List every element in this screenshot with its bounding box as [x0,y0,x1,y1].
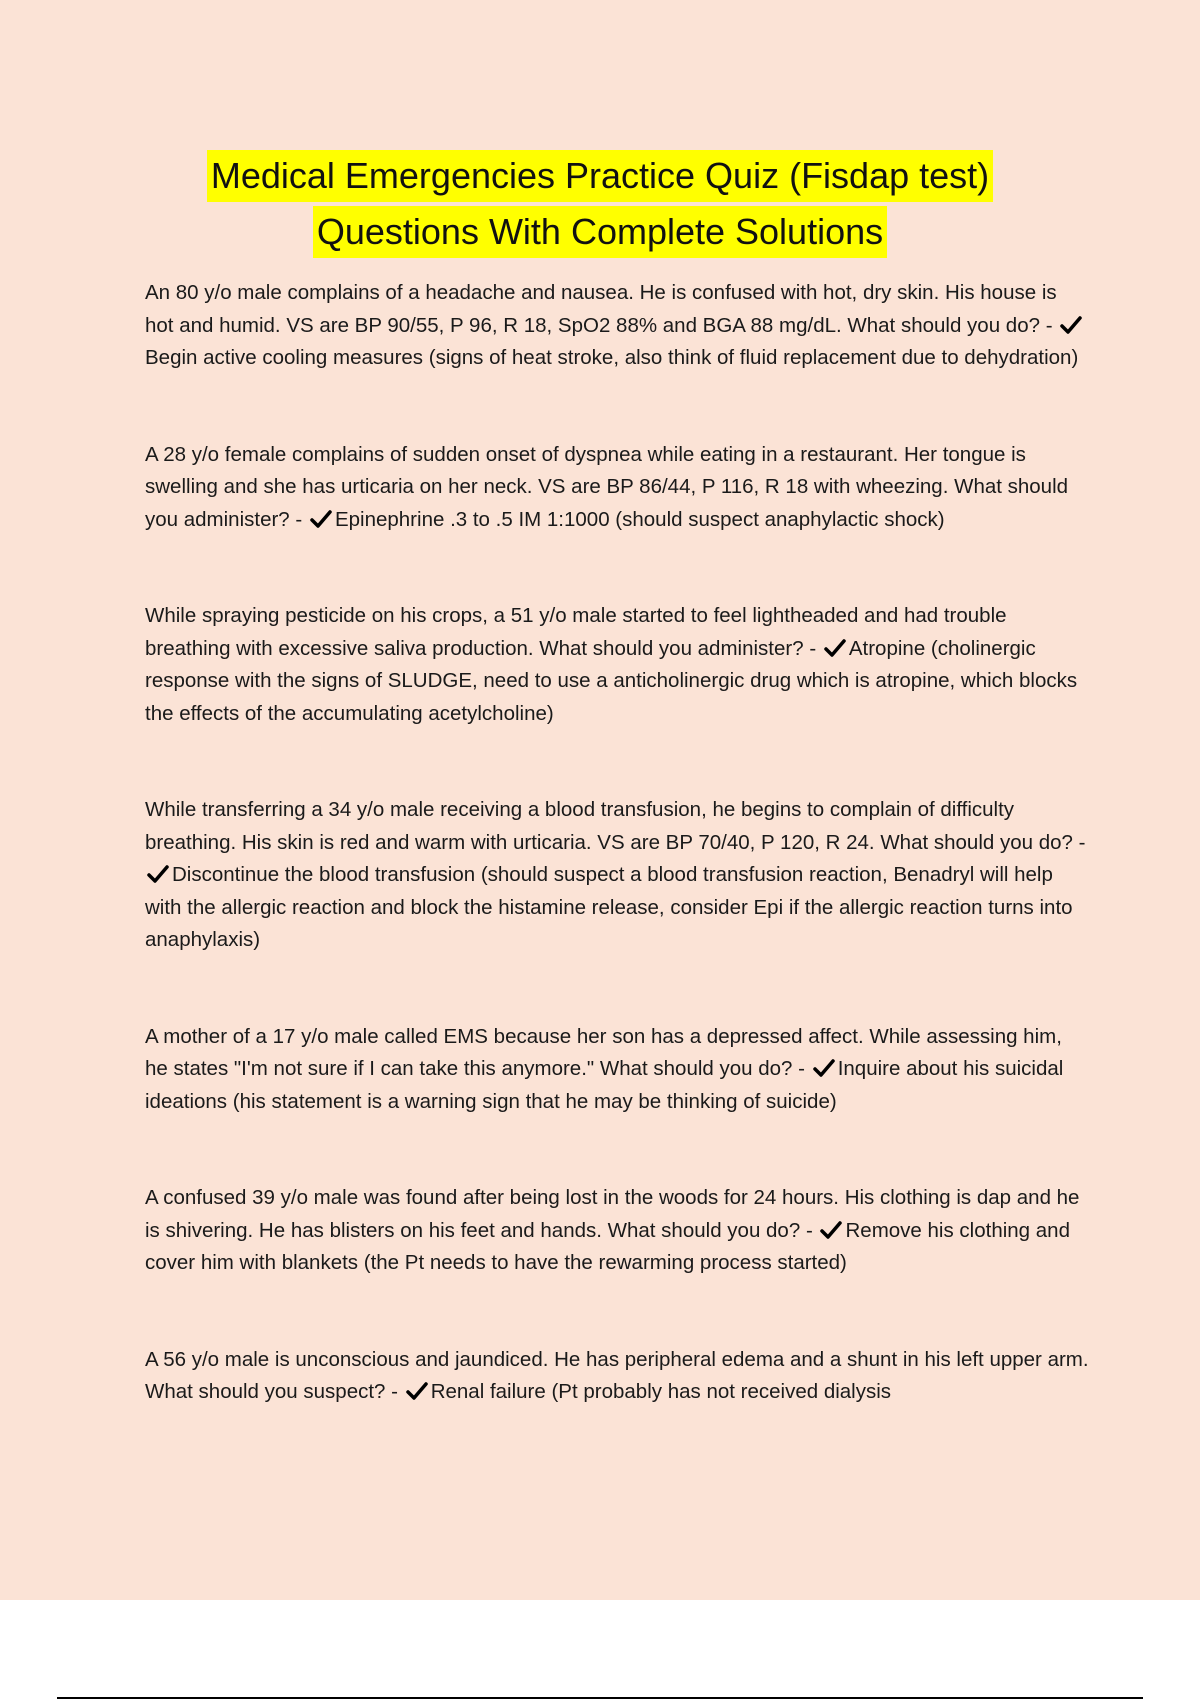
question-item-5 [145,1021,1090,1119]
answer-text: Atropine (cholinergic response with the signs of SLUDGE, need to use a anticholinergic drug which is atropine, which blocks the effects of the accumulating acetylcholine) [145,636,1078,725]
title-line-1: Medical Emergencies Practice Quiz (Fisdap test) [207,150,993,202]
separator: - [1078,830,1086,854]
check-mark-icon [820,1220,842,1240]
separator: - [798,1057,805,1080]
check-mark-icon [824,638,846,658]
question-list [145,277,1090,1473]
answer-text: Inquire about his suicidal ideations (his statement is a warning sign that he may be thinking of suicide) [145,1057,1064,1113]
question-text: A 56 y/o male is unconscious and jaundiced. He has peripheral edema and a shunt in his left upper arm. What should you suspect? [145,1347,1089,1403]
answer-text: Discontinue the blood transfusion (should suspect a blood transfusion reaction, Benadryl will help with the allergic reaction and block the histamine release, consider Epi if the allergic reaction turns into anaphylaxis) [145,863,1073,951]
question-item-7 [145,1344,1090,1409]
answer-text: Renal failure (Pt probably has not received dialysis [430,1380,892,1403]
question-text: A mother of a 17 y/o male called EMS because her son has a depressed affect. While assessing him, he states "I'm not sure if I can take this anymore." What should you do? [145,1024,1062,1080]
question-item-2 [145,439,1090,537]
separator: - [805,1218,813,1242]
separator: - [295,507,303,531]
check-mark-icon [147,864,169,884]
check-mark-icon [813,1058,835,1078]
document-title [0,148,1200,260]
question-item-6 [145,1182,1090,1280]
check-mark-icon [406,1381,428,1401]
check-mark-icon [310,509,332,529]
answer-text: Epinephrine .3 to .5 IM 1:1000 (should suspect anaphylactic shock) [334,507,945,531]
question-text: A confused 39 y/o male was found after being lost in the woods for 24 hours. His clothing is dap and he is shivering. He has blisters on his feet and hands. What should you do? [145,1186,1080,1242]
separator: - [809,636,817,660]
answer-text: Remove his clothing and cover him with blankets (the Pt needs to have the rewarming process started) [145,1218,1070,1274]
question-text: While transferring a 34 y/o male receiving a blood transfusion, he begins to complain of difficulty breathing. His skin is red and warm with urticaria. VS are BP 70/40, P 120, R 24. What should you do? [145,798,1073,854]
answer-text: Begin active cooling measures (signs of heat stroke, also think of fluid replacement due to dehydration) [145,346,1079,369]
question-text: While spraying pesticide on his crops, a 51 y/o male started to feel lightheaded and had trouble breathing with excessive saliva production. What should you administer? [145,604,1007,660]
check-mark-icon [1060,315,1082,335]
footer-divider [57,1697,1143,1699]
question-item-1 [145,277,1090,375]
question-text: A 28 y/o female complains of sudden onset of dyspnea while eating in a restaurant. Her tongue is swelling and she has urticaria on her neck. VS are BP 86/44, P 116, R 18 with wheezing. What should you administer? [145,442,1069,531]
separator: - [391,1380,398,1403]
question-item-3 [145,600,1090,730]
question-text: An 80 y/o male complains of a headache and nausea. He is confused with hot, dry skin. His house is hot and humid. VS are BP 90/55, P 96, R 18, SpO2 88% and BGA 88 mg/dL. What should you do? [145,281,1057,337]
separator: - [1045,313,1053,337]
title-line-2: Questions With Complete Solutions [313,206,887,258]
question-item-4 [145,794,1090,957]
